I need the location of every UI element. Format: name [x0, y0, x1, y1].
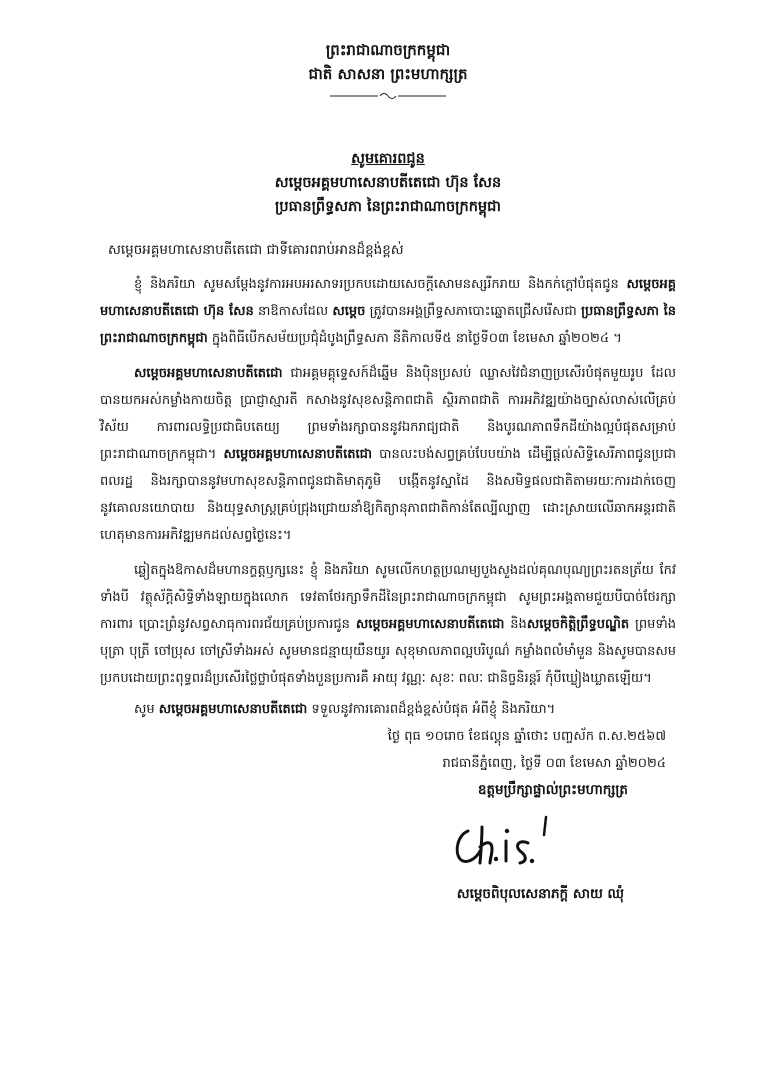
paragraph-1 — [100, 271, 676, 352]
paragraph-2 — [100, 360, 676, 549]
text-span: និង — [504, 617, 527, 632]
bold-span: សម្តេចអគ្គមហាសេនាបតីតេជោ — [158, 702, 308, 717]
text-span: ទទួលនូវការគោរពដ៏ខ្ពង់ខ្ពស់បំផុត អំពីខ្ញុំ និងភរិយា។ — [307, 702, 556, 717]
lunar-date: ថ្ងៃ ពុធ ១០រោច ខែផល្គុន ឆ្នាំថោះ បញ្ចស័ក ព.ស.២៥៦៧ — [387, 729, 666, 744]
place-date: រាជធានីភ្នំពេញ, ថ្ងៃទី ០៣ ខែមេសា ឆ្នាំ២០២៤ — [442, 756, 666, 771]
text-span: នាឱកាសដែល — [253, 304, 333, 319]
respect-heading: សូមគោរពជូន — [351, 151, 425, 167]
bold-span: សម្តេចអគ្គមហាសេនាបតីតេជោ — [134, 366, 283, 381]
text-span: ជាអគ្គមគ្គុទ្ទេសក៍ដ៏ឆ្នើម និងប៉ិនប្រសប់ ឈ្លាសវៃជំនាញប្រសើរបំផុតមួយរូប ដែលបានយកអស់កម្លាំងកាយចិត្ត ប្រាជ្ញាស្មារតី កសាងនូវសុខសន្តិភាពជាតិ ស្ថិរភាពជាតិ ការអភិវឌ្ឍយ៉ាងច្បាស់លាស់លើគ្រប់វិស័យ ការពារលទ្ធិប្រជាធិបតេយ្យ ព្រមទាំងរក្សាបាននូវឯករាជ្យជាតិ និងបូរណភាពទឹកដីយ៉ាងល្អបំផុតសម្រាប់ព្រះរាជាណាចក្រកម្ពុជា។ — [100, 366, 676, 462]
text-span: ត្រូវបានអង្គព្រឹទ្ធសភាបោះឆ្នោតជ្រើសរើសជា — [365, 304, 582, 319]
bold-span: សម្តេចអគ្គមហាសេនាបតីតេជោ ហ៊ុន សែន — [100, 277, 676, 319]
bold-span: សម្តេចអគ្គមហាសេនាបតីតេជោ — [355, 617, 505, 632]
bold-span: សម្តេច — [332, 304, 366, 319]
text-span: ក្នុងពិធីបើកសម័យប្រជុំដំបូងព្រឹទ្ធសភា នីតិកាលទី៥ នាថ្ងៃទី០៣ ខែមេសា ឆ្នាំ២០២៤ ។ — [207, 331, 622, 346]
kingdom-title: ព្រះរាជាណាចក្រកម្ពុជា — [325, 41, 451, 59]
ornament-divider — [328, 91, 448, 101]
text-span: ឆ្លៀតក្នុងឱកាសដ៏មហានក្ខត្តឫក្សនេះ ខ្ញុំ និងភរិយា សូមលើកហត្ថប្រណម្យបួងសួងដល់គុណបុណ្យព្រះរតនត្រ័យ កែវទាំងបី វត្ថុស័ក្តិសិទ្ធិទាំងឡាយក្នុងលោក ទេវតាថែរក្សាទឹកដីនៃព្រះរាជាណាចក្រកម្ពុជា សូមព្រះអង្គតាមជួយបីបាច់ថែរក្សាការពារ ប្រោះព្រំនូវសព្វសាធុការពរជ័យគ្រប់ប្រការជូន — [100, 563, 676, 632]
bold-span: ប្រធានព្រឹទ្ធសភា នៃព្រះរាជាណាចក្រកម្ពុជា — [100, 304, 676, 346]
addressee-name: សម្តេចអគ្គមហាសេនាបតីតេជោ ហ៊ុន សែន — [274, 175, 502, 191]
signature-area — [100, 803, 676, 881]
bold-span: សម្តេចអគ្គមហាសេនាបតីតេជោ — [223, 447, 373, 462]
paragraph-3 — [100, 557, 676, 692]
national-motto: ជាតិ សាសនា ព្រះមហាក្សត្រ — [308, 65, 468, 83]
office-title: ឧត្តមប្រឹក្សាផ្ទាល់ព្រះមហាក្សត្រ — [477, 782, 628, 798]
signer-name: សម្តេចពិបុលសេនាភក្តី សាយ ឈុំ — [456, 886, 624, 902]
addressee-title: ប្រធានព្រឹទ្ធសភា នៃព្រះរាជាណាចក្រកម្ពុជា — [275, 199, 501, 215]
text-span: ព្រមទាំងបុត្រា បុត្រី ចៅប្រុស ចៅស្រីទាំងអស់ សូមមានជន្មាយុយឺនយូរ សុខុមាលភាពល្អបរិបូណ៌ កម្លាំងពលំមាំមួន និងសូមបានសមប្រកបដោយព្រះពុទ្ធពរដ៏ប្រសើរថ្លៃថ្លាបំផុតទាំងបួនប្រការគឺ អាយុ វណ្ណៈ សុខៈ ពលៈ ជានិច្ចនិរន្តរ៍ កុំបីឃ្លៀងឃ្លាតឡើយ។ — [100, 617, 676, 686]
date-block — [100, 723, 676, 777]
bold-span: សម្តេចកិត្តិព្រឹទ្ធបណ្ឌិត — [526, 617, 630, 632]
salutation: សម្តេចអគ្គមហាសេនាបតីតេជោ ជាទីគោរពរាប់អានដ៏ខ្ពង់ខ្ពស់ — [108, 242, 404, 258]
handwritten-signature — [446, 813, 556, 883]
text-span: សូម — [134, 702, 159, 717]
text-span: បានលះបង់សព្វគ្រប់បែបយ៉ាង ដើម្បីផ្តល់សិទ្ធិសេរីភាពជូនប្រជាពលរដ្ឋ និងរក្សាបាននូវមហាសុខសន្តិភាពជូនជាតិមាតុភូមិ បង្កើតនូវស្នាដៃ និងសមិទ្ធផលជាតិតាមរយៈការដាក់ចេញនូវគោលនយោបាយ និងយុទ្ធសាស្ត្រគ្រប់ជ្រុងជ្រោយនាំឱ្យកិត្យានុភាពជាតិកាន់តែល្បីល្បាញ ដោះស្រាយលើឆាកអន្តរជាតិហេតុមានការអភិវឌ្ឍមកដល់សព្វថ្ងៃនេះ។ — [100, 447, 676, 543]
addressee-block — [100, 147, 676, 219]
text-span: ខ្ញុំ និងភរិយា សូមសម្តែងនូវការអបអរសាទរប្រកបដោយសេចក្តីសោមនស្សរីករាយ និងកក់ក្តៅបំផុតជូន — [134, 277, 627, 292]
letter-header — [100, 38, 676, 105]
closing-line — [100, 696, 676, 723]
